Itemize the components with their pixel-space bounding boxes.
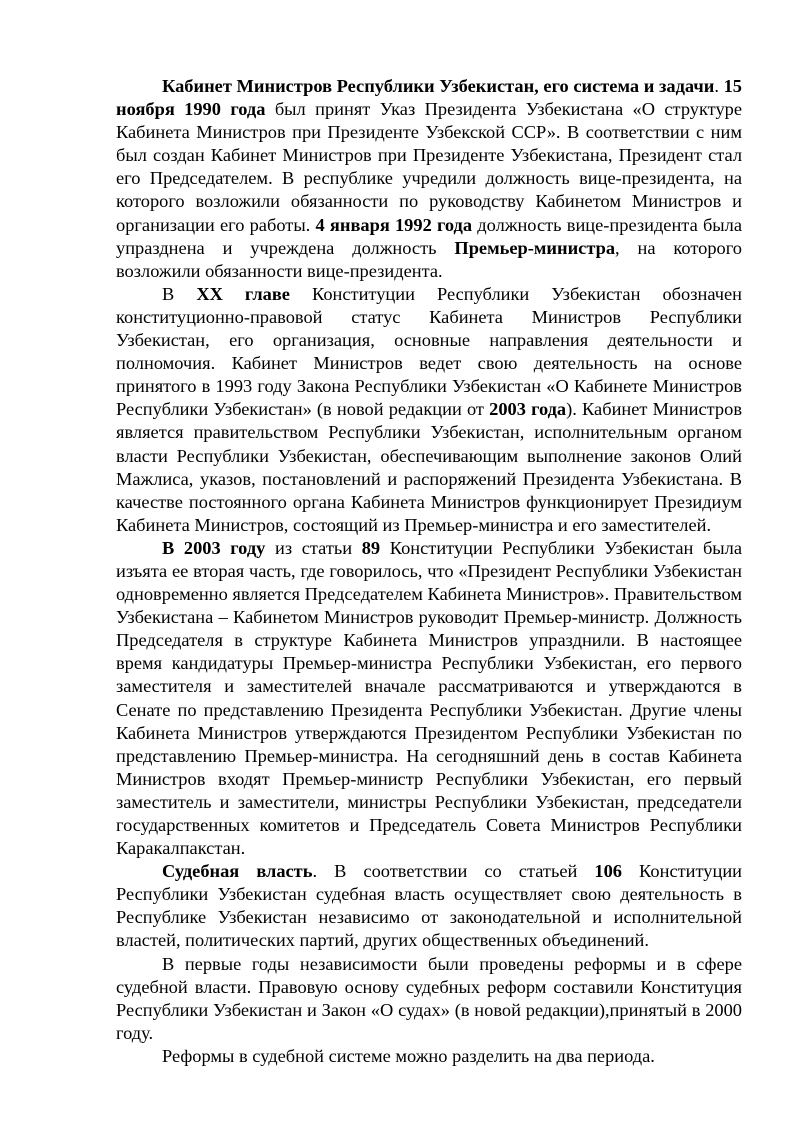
- paragraph-judicial-power: Судебная власть. В соответствии со статьей 106 Конституции Республики Узбекистан судебная власть осуществляет свою деятельность в Республике Узбекистан независимо от законодательной и исполнительной властей, политических партий, других общественных объединений.: [116, 861, 742, 951]
- document-page: [116, 75, 742, 1068]
- article-89: 89: [361, 537, 381, 558]
- article-106: 106: [594, 861, 622, 882]
- section-title-judicial: Судебная власть: [162, 861, 313, 882]
- section-title-cabinet: Кабинет Министров Республики Узбекистан, его система и задачи: [162, 76, 715, 96]
- paragraph-cabinet-history: Кабинет Министров Республики Узбекистан, его система и задачи. 15 ноября 1990 года был принят Указ Президента Узбекистана «О структуре Кабинета Министров при Президенте Узбекской ССР». В соответствии с ним был создан Кабинет Министров при Президенте Узбекистана, Президент стал его Председателем. В республике учредили должность вице-президента, на которого возложили обязанности по руководству Кабинетом Министров и организации его работы. 4 января 1992 года должность вице-президента была упразднена и учреждена должность Премьер-министра, на которого возложили обязанности вице-президента.: [116, 76, 743, 281]
- paragraph-2003-amendment: В 2003 году из статьи 89 Конституции Республики Узбекистан была изъята ее вторая часть, где говорилось, что «Президент Республики Узбекистан одновременно является Председателем Кабинета Министров». Правительством Узбекистана – Кабинетом Министров руководит Премьер-министр. Должность Председателя в структуре Кабинета Министров упразднили. В настоящее время кандидатуры Премьер-министра Республики Узбекистан, его первого заместителя и заместителей вначале рассматриваются и утверждаются в Сенате по представлению Президента Республики Узбекистан. Другие члены Кабинета Министров утверждаются Президентом Республики Узбекистан по представлению Премьер-министра. На сегодняшний день в состав Кабинета Министров входят Премьер-министр Республики Узбекистан, его первый заместитель и заместители, министры Республики Узбекистан, председатели государственных комитетов и Председатель Совета Министров Республики Каракалпакстан.: [116, 537, 743, 859]
- chapter-xx: XX главе: [196, 283, 290, 304]
- year-2003-lead: В 2003 году: [162, 537, 266, 558]
- date-1992: 4 января 1992 года: [315, 214, 473, 235]
- year-2003: 2003 года: [489, 399, 567, 420]
- date-1990: 15 ноября 1990 года: [116, 76, 742, 120]
- paragraph-reform-periods: Реформы в судебной системе можно разделить на два периода.: [162, 1045, 655, 1066]
- paragraph-constitution-chapter: В XX главе Конституции Республики Узбекистан обозначен конституционно-правовой статус Кабинета Министров Республики Узбекистан, его организация, основные направления деятельности и полномочия. Кабинет Министров ведет свою деятельность на основе принятого в 1993 году Закона Республики Узбекистан «О Кабинете Министров Республики Узбекистан» (в новой редакции от 2003 года). Кабинет Министров является правительством Республики Узбекистан, исполнительным органом власти Республики Узбекистан, обеспечивающим выполнение законов Олий Мажлиса, указов, постановлений и распоряжений Президента Узбекистана. В качестве постоянного органа Кабинета Министров функционирует Президиум Кабинета Министров, состоящий из Премьер-министра и его заместителей.: [116, 283, 743, 535]
- term-prime-minister: Премьер-министра: [454, 237, 616, 258]
- paragraph-judicial-reforms: В первые годы независимости были проведены реформы и в сфере судебной власти. Правовую основу судебных реформ составили Конституция Республики Узбекистан и Закон «О судах» (в новой редакции),принятый в 2000 году.: [116, 953, 742, 1043]
